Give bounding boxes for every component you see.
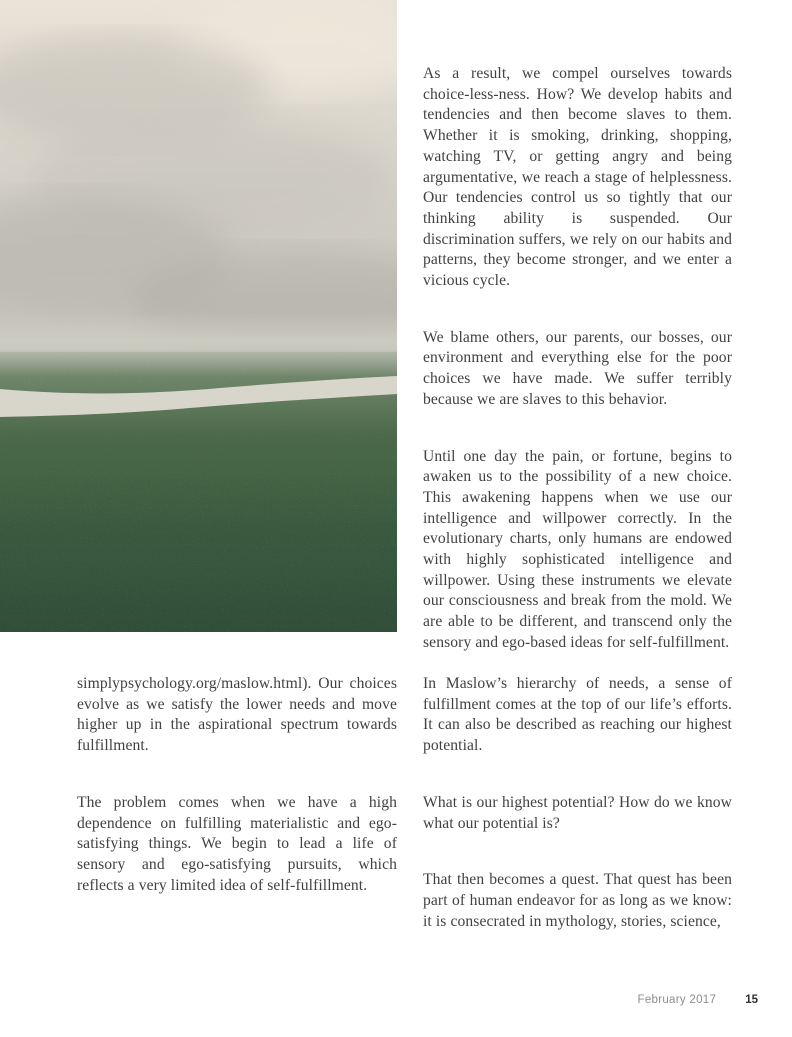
page-footer xyxy=(638,994,759,1006)
grass-glints xyxy=(0,470,397,632)
paragraph: What is our highest potential? How do we know what our potential is? xyxy=(423,793,732,832)
paragraph: We blame others, our parents, our bosses, our environment and everything else for the poor choices we have made. We suffer terribly because we are slaves to this behavior. xyxy=(423,328,732,408)
landscape-photo xyxy=(0,0,397,632)
photo-fog xyxy=(0,312,397,376)
paragraph: As a result, we compel ourselves towards choice-less-ness. How? We develop habits and tendencies and then become slaves to them. Whether it is smoking, drinking, shopping, watching TV, or getting angry and being argumentative, we reach a stage of helplessness. Our tendencies control us so tightly that our thinking ability is suspended. Our discrimination suffers, we rely on our habits and patterns, they become stronger, and we enter a vicious cycle. xyxy=(423,65,732,290)
column-right-bottom xyxy=(423,674,732,932)
paragraph: Until one day the pain, or fortune, begins to awaken us to the possibility of a new choice. This awakening happens when we use our intelligence and willpower correctly. In the evolutionary charts, only humans are endowed with highly sophisticated intelligence and willpower. Using these instruments we elevate our consciousness and break from the mold. We are able to be different, and transcend only the sensory and ego-based ideas for self-fulfillment. xyxy=(423,447,732,651)
column-right-top xyxy=(423,64,732,654)
landscape-photo-art xyxy=(0,0,397,632)
footer-page-number: 15 xyxy=(745,994,758,1006)
paragraph: That then becomes a quest. That quest has been part of human endeavor for as long as we know: it is consecrated in mythology, stories, science, xyxy=(423,871,732,930)
paragraph: simplypsychology.org/maslow.html). Our choices evolve as we satisfy the lower needs and move higher up in the aspirational spectrum towards fulfillment. xyxy=(77,675,397,755)
paragraph: In Maslow’s hierarchy of needs, a sense of fulfillment comes at the top of our life’s efforts. It can also be described as reaching our highest potential. xyxy=(423,675,732,755)
footer-date: February 2017 xyxy=(637,994,717,1006)
paragraph: The problem comes when we have a high dependence on fulfilling materialistic and ego-satisfying things. We begin to lead a life of sensory and ego-satisfying pursuits, which reflects a very limited idea of self-fulfillment. xyxy=(77,793,397,894)
column-left-bottom xyxy=(77,674,397,896)
